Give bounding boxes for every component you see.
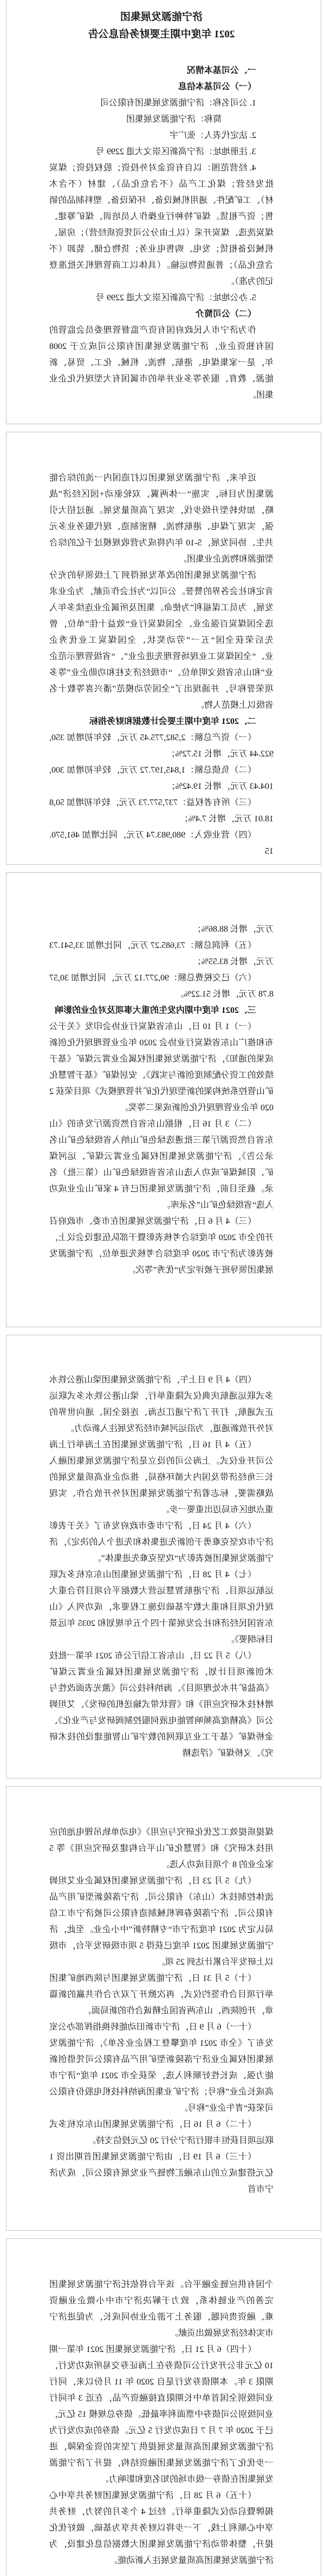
paragraph: （五）利润总额：73,685.27 万元，同比增加 33,541.73 万元，增长 83.55%； — [49, 941, 274, 966]
document-page-3 — [6, 872, 321, 1327]
paragraph: 近年来，济宁能源发展集团以打造国内一流的综合能源集团为目标，实施“一体两翼、双轮驱动+园区经济”战略，加快转型升级步伐，实现了高质量发展。通过招大引强，实现了煤电、港航物流、精密制造、现代服务业多元共生、协同发展，5-10 年内将成为营收规模过千亿的综合型能源和物流企业集团。 — [49, 473, 274, 564]
paragraph: （十五）6 月 28 日，济宁能源发展集团财务共享中心揭牌暨启动仪式隆重举行。经过 4 个多月的努力，财务共享中心顺利上线，下一步将以财务共享为基础，做好优化提升，整体带动济宁能源发展集团大数据信息化建设，为济宁能源发展集团高质量发展注入新动能。 — [49, 2491, 274, 2565]
document-page-4 — [6, 1335, 321, 1778]
paragraph: 作为济宁市人民政府国有资产监督管理委员会监管的国有独资企业，济宁能源发展集团有限公司成立于 2008 年，是一家集煤电、港航、物流、机械、化工、贸易、新能源、教育、服务等多业并举的市属国有大型现代化企业集团。 — [49, 326, 274, 400]
paragraph-continuation: 煤提质提效工艺优化研究与应用》《电动单轨吊锂电池的应用技术研究》和《智慧化矿山平台构建及研究应用》等 5 家企业的 8 个项目成功入选。 — [49, 1828, 274, 1869]
paragraph: 5. 办公地址：济宁高新区崇文大道 2299 号 — [95, 293, 256, 302]
section-heading: 二、2021 年度中期主要会计数据和财务指标 — [89, 717, 256, 726]
paragraph: （五）4 月 16 日，济宁能源发展集团在上海举行上海公司开业仪式。上海公司的设立是济宁能源发展集团融入长三角经济带及国内大循环格局，推动企业高质量发展的战略需要，标志着济宁能源发展集团对外开放合作、实现重点地区布局迈出重要一步。 — [49, 1440, 274, 1514]
paragraph: 济宁能源发展集团的改革发展得到了上级领导的充分肯定和社会各界的赞誉。公司以“为社会作贡献，为企业求发展，为员工谋福利”为使命。集团及所属企业连续多年入选全国煤炭百强企业、全国煤炭行业“效益十佳”单位，曾先后荣获全国“五一”劳动奖状、全国煤炭工业优秀企业、“全国煤炭工业现场管理先进企业”、“省级管理示范企业”和山东省级文明单位、“市级经济支柱和功勋企业”等多项荣誉称号，并涌现出了“全国劳动模范”潘兴喜等数十名省级以上模范人物。 — [49, 571, 274, 710]
document-page-5 — [6, 1786, 321, 2231]
paragraph: （六）已交税费总额：90,277.12 万元，同比增加 30,578.78 万元，增长 51.22%。 — [49, 973, 274, 999]
paragraph: （十）5 月 31 日，济宁能源发展集团与陕西地矿集团举行项目合作签约仪式，再次掀开了双方合作共赢的新篇章，开创陕西、山东两省国企精诚合作的新局面。 — [49, 1974, 274, 2015]
paragraph: 2. 法定代表人：张广宇 — [169, 131, 256, 140]
doc-title-line-2: 2021 年度中期主要财务信息公告 — [88, 29, 235, 40]
paragraph: （十一）6 月 9 日，济宁市新旧动能转换指挥部办公室发布了《全市 2021 年度攀登工程企业名单》，济宁能源发展集团权属企业济宁落陵新型矿用产品有限公司凭借创新能力强、成长性好顺利入选，荣获全市 2021 年度“济宁市高成长企业”称号；济宁矿业集团海纳科技机电股份有限公司荣获“青牛企业”称号。 — [49, 2022, 274, 2113]
paragraph: （十二）6 月 16 日，济宁能源发展集团山东京杭多式联运项目获恒丰银行济宁分行 20 亿元授信支持。 — [49, 2120, 274, 2145]
paragraph: 1. 公司名称：济宁能源发展集团有限公司 — [100, 98, 256, 108]
paragraph: （三）所有者权益：737,577.73 万元，较年初增加 50,818.01 万元，增长 7.4%； — [49, 798, 274, 823]
sub-item: 简称：济宁能源发展集团 — [126, 115, 222, 124]
section-heading: 三、2021 年度中期内发生的重大事项及对企业的影响 — [54, 1006, 256, 1015]
paragraph: （九）5 月 23 日，济宁能源发展集团权属企业艾坦姆流体控制技术（山东）有限公司、济宁落陵新型矿用产品有限公司、济宁落陵春晖机械制造有限公司被济宁市工信局认定为 2021 年度济宁市“专精特新”中小企业。至此，济宁能源发展集团 2021 年度已获得 5 项市级研发平台，市级以上研发平台累计达到 25 项。 — [49, 1876, 274, 1967]
section-heading: 一、公司基本情况 — [186, 66, 256, 75]
document-page-2 — [6, 432, 321, 865]
section-heading: （二）公司简介 — [195, 309, 256, 319]
paragraph: （一）资产总额：2,582,775.45 万元，较年初增加 350,922.44 万元，增长 15.72%； — [49, 733, 274, 759]
paragraph-continuation: 个国有供应链金融平台。该平台将依托济宁能源发展集团完善的产业链体系，致力于解决济宁市中小微企业融资难、融资贵问题，服务上下游企业协同成长，为促进济宁市实体经济发展做出贡献。 — [49, 2280, 274, 2338]
paragraph: （十四）6 月 21 日，济宁能源发展集团 2021 年第一期 10 亿元非公开发行公司债券在上海证券交易所成功发行，期限 3 年。本期债券发行是自 2020 年 11 月份以来，同行业同级别全国首单中长期限直接融资产品，在近 3 年同行业同级别公司债券中票面利率最低。债券总规模 15 亿元，已于 2020 年 7 月 7 日成功发行 5 亿元。债券的成功发行为济宁能源发展集团高质量发展提供了坚实的资金保障，进一步优化了济宁能源发展集团融资结构，提升了济宁能源发展集团在债券一级市场的知名度和影响力。 — [49, 2345, 274, 2484]
document-page-1 — [6, 0, 321, 424]
paragraph: （六）4 月 24 日，济宁市委市政府发布了《关于表彰济宁市攻坚克难勇于创新先进集体和先进个人的决定》，济宁能源发展集团被表彰为“攻坚克难先进集体”。 — [49, 1521, 274, 1563]
paragraph: （四）4 月 9 日上午，济宁能源发展集团梁山港公铁水多式联运通航庆典仪式隆重举行，梁山港公铁水多式联运正式通航，打开了济宁通江达海、连接全国、通向世界的对外开放新通道，为沿运河城市经济发展注入新动力。 — [49, 1375, 274, 1433]
paragraph: （四）营业收入：980,983.74 万元，同比增加 461,570.15 — [49, 831, 274, 856]
doc-title-line-1: 济宁能源发展集团 — [120, 11, 203, 23]
document-page-6 — [6, 2238, 321, 2576]
paragraph: （一）1 月 10 日，山东省煤炭行业协会印发《关于公布和推广山东省煤炭行业协会 2020 年企业管理现代化创新成果的通知》，济宁能源发展集团权属企业霄云煤矿《基于绩效的工资分配制度创新与实践》、安居煤矿《基于智慧化矿山管控系统构架的新型现代化矿井管理模式》项目荣获 2020 年企业管理现代化创新成果二等奖。 — [49, 1022, 274, 1112]
paragraph: （十三）6 月 19 日，由济宁能源发展集团首期出资 1 亿元搭建成立的山东融汇物链产业发展有限公司，成为济宁市首 — [49, 2152, 274, 2194]
paragraph: （七）4 月 28 日，济宁能源发展集团山东京杭多式联运航运项目、济宁港航智慧运营大数据平台项目符合重大现代化项目和重大数字基础设施工程要求，成功列入《山东省国民经济和社会发展第十四个五年规划和 2035 年远景目标纲要》。 — [49, 1570, 274, 1644]
paragraph: 3. 注册地址：济宁高新区崇文大道 2299 号 — [95, 147, 256, 156]
paragraph-continuation: 万元，增长 88.86%； — [192, 925, 274, 934]
paragraph: （八）5 月 22 日，山东省工信厅公布 2021 年第一批技术创新项目计划，济宁能源发展集团权属企业霄云煤矿《高盐矿井水处理项目》、海纳科技公司《激光表面改性与增材技术研究应用》和《管状带式输送机的研发》、艾坦姆公司《高精度高频响智能电液伺服控制阀研发与产业化》、金桥煤矿《基于工业互联网的数字矿山智能建设的技术研究》、义桥煤矿《浮选精 — [49, 1651, 274, 1758]
section-heading: （一）公司基本信息 — [178, 82, 256, 91]
paragraph: 4. 经营范围：以自有资金对外投资；股权投资；煤炭批发经营；煤化工产品（不含危化品）、建材（不含木材）、工矿配件、通用机械设备、环保设备、塑料制品的销售；资产租赁。煤矿特种行业操作人员培训、煤矿筹建、煤炭洗选、煤炭开采（以上由分公司凭资质经营）；房屋、机械设备租赁；发电、购售电业务；货物仓储、装卸（不含危化品）；普通货物运输。（具体以工商管理机关批准登记的为准）。 — [49, 163, 274, 286]
paragraph: （二）3 月 16 日，根据山东省自然资源厅发布的《山东省自然资源厅第三批遴选绿色矿山纳入省级绿色矿山名录公告》，济宁能源发展集团权属企业霄云煤矿、运河煤矿、阳城煤矿成功入选山东省省级绿色矿山（第三批）名录。截至目前，济宁能源发展集团已有 4 家矿山企业成功入选“省级绿色矿山”名录库。 — [49, 1119, 274, 1210]
paragraph: （二）负债总额：1,845,197.72 万元，较年初增加 300,104.43 万元，增长 19.42%； — [49, 766, 274, 791]
paragraph: （三）4 月 6 日，济宁能源发展集团在市委、市政府召开的全市 2020 年度综合考核表彰暨干部队伍建设会议上，被表彰为济宁市 2020 年度综合考核先进单位，济宁能源发展集团领导班子被评定为“优秀”等次。 — [49, 1217, 274, 1275]
